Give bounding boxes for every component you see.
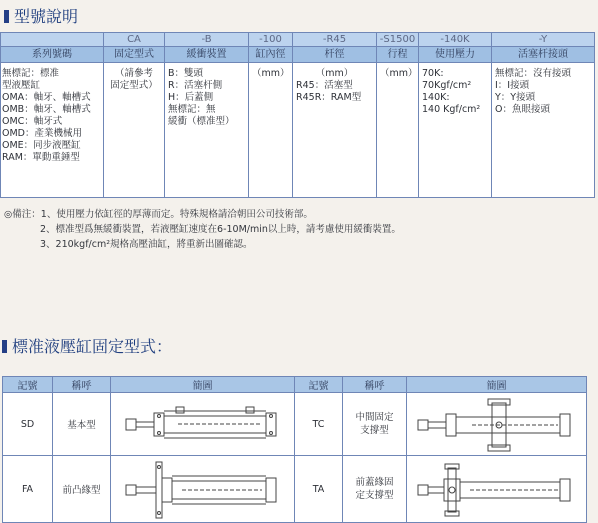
series-line: 無標記：標准 [2, 68, 60, 79]
model-code-table [0, 32, 595, 198]
code-cell: -140K [419, 33, 492, 47]
cylinder-front-flange-diagram [118, 458, 288, 520]
header-cell: 使用壓力 [419, 47, 492, 63]
name-line: 前蓋緣固 [355, 477, 394, 488]
header-cell: 簡圖 [407, 377, 587, 393]
diagram-cell [111, 393, 295, 456]
pressure-line: 70K: [422, 68, 444, 79]
cushion-line: R：活塞杆側 [168, 80, 223, 91]
header-cell: 稱呼 [53, 377, 111, 393]
mounting-type-table [2, 376, 587, 523]
cylinder-basic-diagram [118, 396, 288, 452]
code-cell: -Y [492, 33, 595, 47]
rod-line: R45R：RAM型 [296, 92, 362, 103]
cushion-line: 緩衝（標准型） [168, 116, 235, 127]
cylinder-trunnion-front-diagram [412, 458, 582, 520]
diagram-cell [111, 456, 295, 523]
cushion-line: B：雙頭 [168, 68, 204, 79]
section-marker-icon [4, 10, 9, 23]
stroke-cell [377, 63, 419, 198]
name-cell: 基本型 [53, 393, 111, 456]
rod-end-line: 無標記：沒有接頭 [495, 68, 572, 79]
rod-end-cell [492, 63, 595, 198]
header-cell: 杆徑 [293, 47, 377, 63]
series-line: 型液壓缸 [2, 80, 41, 91]
pressure-line: 70Kgf/cm² [422, 80, 472, 91]
series-cell [1, 63, 104, 198]
pressure-cell [419, 63, 492, 198]
code-cell: CA [104, 33, 165, 47]
header-cell: 系列號碼 [1, 47, 104, 63]
code-cell: -100 [249, 33, 293, 47]
diagram-cell [407, 393, 587, 456]
code-cell: FA [3, 456, 53, 523]
name-line: 定支撐型 [355, 490, 394, 501]
code-cell: SD [3, 393, 53, 456]
cushion-line: H：后蓋側 [168, 92, 214, 103]
section-title-model: 型號說明 [4, 4, 78, 27]
cylinder-trunnion-center-diagram [412, 395, 582, 453]
header-cell: 記號 [295, 377, 343, 393]
name-cell [343, 393, 407, 456]
series-line: OMC：軸牙式 [2, 116, 63, 127]
rod-end-line: O：魚眼接頭 [495, 104, 550, 115]
header-cell: 缸內徑 [249, 47, 293, 63]
name-cell: 前凸緣型 [53, 456, 111, 523]
rod-end-line: Y：Y接頭 [495, 92, 536, 103]
note-line: 2、標准型爲無緩衝裝置，若液壓缸速度在6-10M/min以上時，請考慮使用緩衝裝置。 [40, 224, 401, 235]
code-cell: -S1500 [377, 33, 419, 47]
note-line: 3、210kgf/cm²規格高壓油缸，將重新出圖確認。 [40, 239, 253, 250]
code-cell [1, 33, 104, 47]
header-cell: 固定型式 [104, 47, 165, 63]
model-body-row [1, 63, 595, 198]
name-line: 支撐型 [360, 425, 389, 436]
note-line: ◎備注：1、使用壓力依缸徑的厚薄而定。特殊規格請洽朝田公司技術部。 [4, 209, 313, 220]
section-marker-icon [2, 340, 7, 353]
series-line: OMB：軸牙、軸槽式 [2, 104, 91, 115]
code-cell: -B [165, 33, 249, 47]
bore-line: （mm） [252, 68, 290, 79]
stroke-line: （mm） [380, 68, 418, 79]
header-cell: 行程 [377, 47, 419, 63]
mounting-header-row [3, 377, 587, 393]
pressure-line: 140 Kgf/cm² [422, 104, 481, 115]
header-cell: 記號 [3, 377, 53, 393]
mounting-cell [104, 63, 165, 198]
mounting-row [3, 456, 587, 523]
name-cell [343, 456, 407, 523]
header-cell: 稱呼 [343, 377, 407, 393]
notes-block [4, 207, 401, 252]
cushion-line: 無標記：無 [168, 104, 216, 115]
code-cell: TC [295, 393, 343, 456]
header-cell: 活塞杆接頭 [492, 47, 595, 63]
code-cell: TA [295, 456, 343, 523]
model-code-row [1, 33, 595, 47]
bore-cell [249, 63, 293, 198]
name-line: 中間固定 [355, 412, 394, 423]
series-line: OMD：產業機械用 [2, 128, 82, 139]
series-line: OMA：軸牙、軸槽式 [2, 92, 91, 103]
section-title-mounting: 標准液壓缸固定型式： [2, 334, 172, 357]
header-cell: 簡圖 [111, 377, 295, 393]
model-header-row [1, 47, 595, 63]
diagram-cell [407, 456, 587, 523]
series-line: OME：同步液壓缸 [2, 140, 81, 151]
rod-end-line: I：I接頭 [495, 80, 530, 91]
series-line: RAM：單動重錘型 [2, 152, 80, 163]
code-cell: -R45 [293, 33, 377, 47]
cushion-cell [165, 63, 249, 198]
mounting-line: （請參考 [114, 68, 153, 79]
rod-line: （mm） [315, 68, 354, 79]
mounting-line: 固定型式） [110, 80, 158, 91]
header-cell: 緩衝裝置 [165, 47, 249, 63]
mounting-row [3, 393, 587, 456]
rod-cell [293, 63, 377, 198]
pressure-line: 140K: [422, 92, 450, 103]
rod-line: R45：活塞型 [296, 80, 353, 91]
